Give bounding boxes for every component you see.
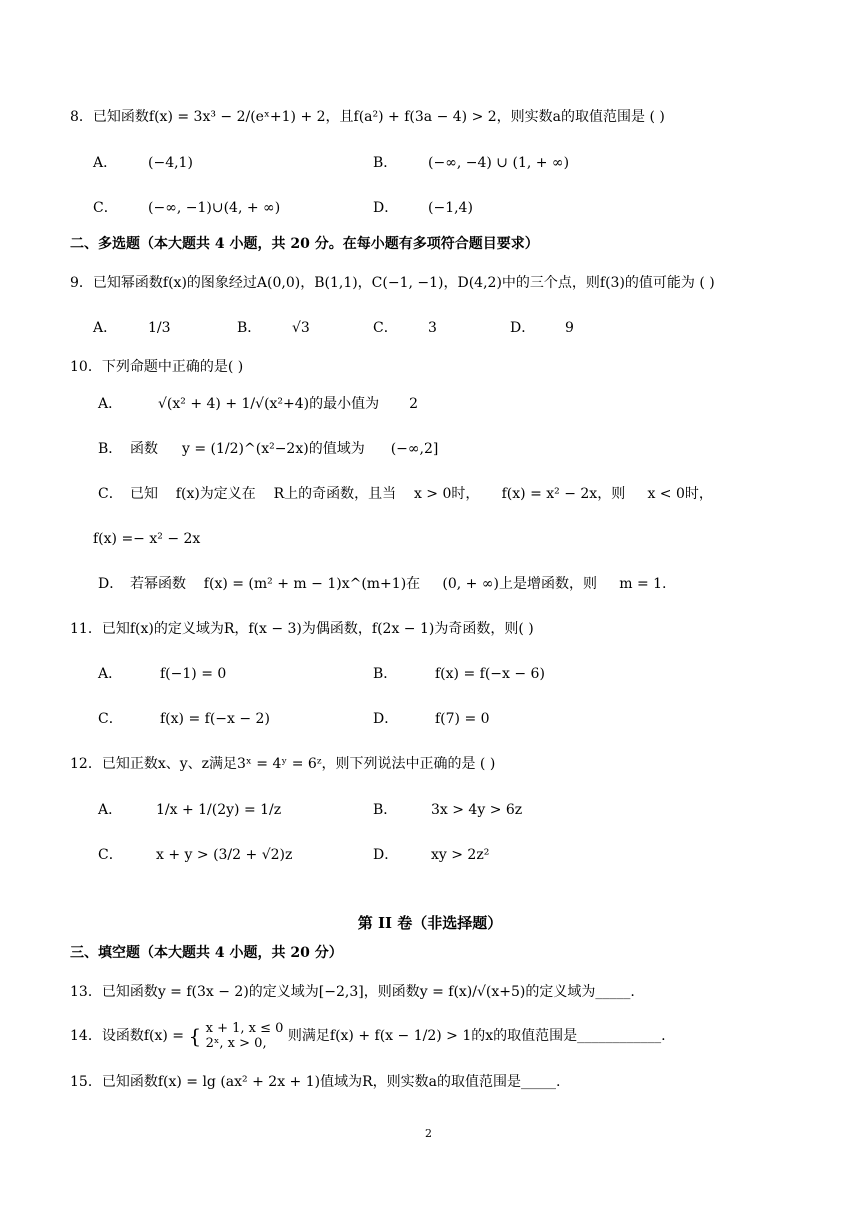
q9-option-a[interactable] [93,319,171,337]
option-label: A． [98,666,123,682]
option-value: f(x) = f(−x − 6) [435,666,545,682]
option-label: C． [93,200,118,216]
option-label: A． [98,802,123,818]
piecewise-cases [206,1021,284,1051]
question-14-prefix: 14．设函数f(x) = [70,1028,184,1044]
option-label: D． [510,320,536,336]
option-text: 已知 f(x)为定义在 R上的奇函数，且当 x > 0时， f(x) = x² − 2x，则 x < 0时， [130,486,713,502]
piecewise-case-2: 2ˣ, x > 0, [205,1036,267,1051]
option-value: x + y > (3/2 + √2)z [156,847,293,863]
option-label: A． [93,155,118,171]
option-value: 2 [409,396,419,412]
q8-option-d[interactable] [373,199,473,217]
option-label: A． [98,396,123,412]
option-label: D． [98,576,124,592]
option-label: B． [237,320,262,336]
option-value: xy > 2z² [431,847,490,863]
option-label: D． [373,711,399,727]
q12-option-b[interactable] [373,801,522,819]
q10-option-c-continuation: f(x) =− x² − 2x [93,531,201,547]
option-label: C． [98,486,123,502]
q11-option-b[interactable] [373,665,545,683]
q10-option-d[interactable] [98,575,667,593]
option-expression: √(x² + 4) + 1/√(x²+4) [158,396,310,412]
q12-option-d[interactable] [373,846,489,864]
option-value: 3x > 4y > 6z [431,802,523,818]
option-label: C． [98,711,123,727]
option-label: B． [98,441,123,457]
option-value: 1/3 [148,320,171,336]
option-label: B． [373,666,398,682]
q10-option-b[interactable] [98,440,438,458]
q11-option-c[interactable] [98,710,270,728]
option-label: D． [373,200,399,216]
q11-option-d[interactable] [373,710,490,728]
q8-option-a[interactable] [93,154,193,172]
question-11-stem: 11．已知f(x)的定义域为R，f(x − 3)为偶函数，f(2x − 1)为奇函数，则( ) [70,621,534,637]
q8-option-b[interactable] [373,154,569,172]
section-heading-multiple-choice: 二、多选题（本大题共 4 小题，共 20 分。在每小题有多项符合题目要求） [70,236,539,252]
option-value: f(x) = f(−x − 2) [160,711,270,727]
option-label: C． [373,320,398,336]
part-2-title: 第 II 卷（非选择题） [357,914,503,932]
option-value: f(7) = 0 [435,711,490,727]
option-prefix: 函数 [130,441,158,457]
q11-option-a[interactable] [98,665,226,683]
option-value: 1/x + 1/(2y) = 1/z [156,802,282,818]
option-value: (−∞, −4) ∪ (1, + ∞) [428,155,570,171]
q8-option-c[interactable] [93,199,280,217]
left-brace-icon: { [188,1024,202,1048]
q10-option-c[interactable] [98,485,713,503]
question-9-stem: 9．已知幂函数f(x)的图象经过A(0,0)，B(1,1)，C(−1, −1)，D(4,2)中的三个点，则f(3)的值可能为 ( ) [70,275,715,291]
option-label: C． [98,847,123,863]
option-value: 3 [428,320,437,336]
option-label: D． [373,847,399,863]
question-10-stem: 10．下列命题中正确的是( ) [70,359,244,375]
option-text: 若幂函数 f(x) = (m² + m − 1)x^(m+1)在 (0, + ∞)上是增函数，则 m = 1. [130,576,667,592]
question-8-stem: 8．已知函数f(x) = 3x³ − 2/(eˣ+1) + 2，且f(a²) + f(3a − 4) > 2，则实数a的取值范围是 ( ) [70,109,665,125]
question-14-suffix: 则满足f(x) + f(x − 1/2) > 1的x的取值范围是____________. [287,1028,666,1044]
question-14 [70,1020,666,1054]
q12-option-a[interactable] [98,801,281,819]
option-label: A． [93,320,118,336]
q10-option-a[interactable] [98,395,418,413]
piecewise-case-1: x + 1, x ≤ 0 [205,1021,284,1036]
option-value: (−1,4) [428,200,473,216]
option-value: (−∞, −1)∪(4, + ∞) [148,200,281,216]
option-value: √3 [292,320,310,336]
q9-option-d[interactable] [510,319,574,337]
option-expression: y = (1/2)^(x²−2x) [182,441,309,457]
option-label: B． [373,155,398,171]
page-number: 2 [425,1127,432,1140]
option-value: (−4,1) [148,155,193,171]
question-15: 15．已知函数f(x) = lg (ax² + 2x + 1)值域为R，则实数a的取值范围是_____. [70,1074,561,1090]
option-value: (−∞,2] [390,441,439,457]
q9-option-b[interactable] [237,319,310,337]
option-text: 的值域为 [308,441,365,457]
question-12-stem: 12．已知正数x、y、z满足3ˣ = 4ʸ = 6ᶻ，则下列说法中正确的是 ( ) [70,756,496,772]
question-13: 13．已知函数y = f(3x − 2)的定义域为[−2,3]，则函数y = f(x)/√(x+5)的定义域为_____. [70,984,635,1000]
option-value: f(−1) = 0 [160,666,227,682]
section-heading-fill-in: 三、填空题（本大题共 4 小题，共 20 分） [70,945,343,961]
option-label: B． [373,802,398,818]
q12-option-c[interactable] [98,846,292,864]
option-value: 9 [565,320,574,336]
q9-option-c[interactable] [373,319,437,337]
option-text: 的最小值为 [309,396,380,412]
